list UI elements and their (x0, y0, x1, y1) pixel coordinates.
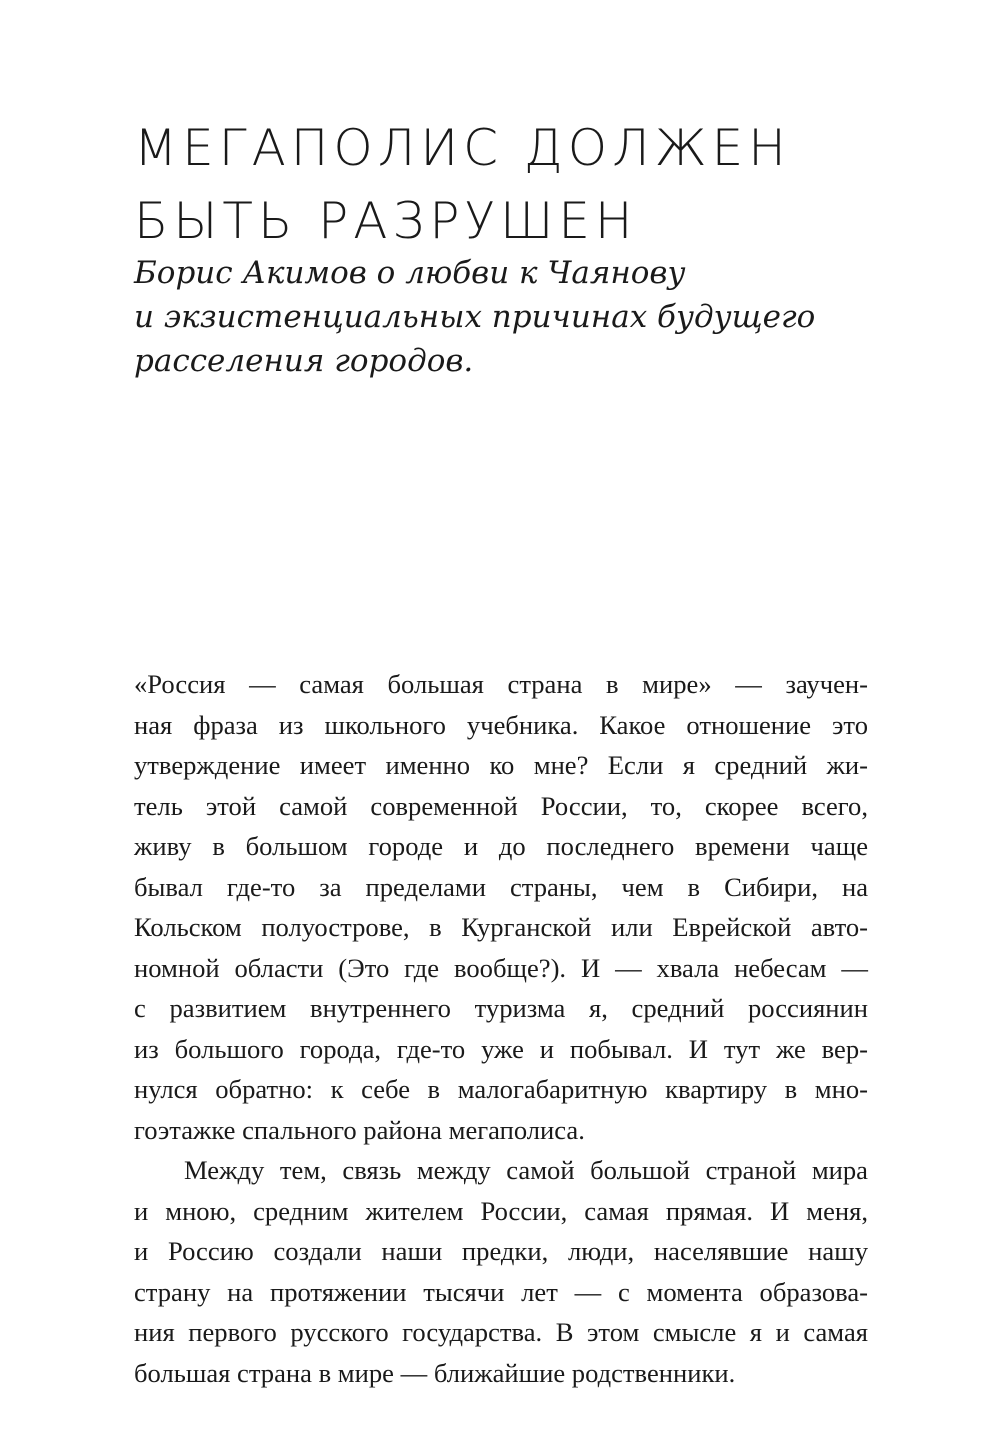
body-text (134, 664, 868, 1393)
text-line: ния первого русского государства. В этом смысле я и самая (134, 1317, 868, 1347)
text-line: тель этой самой современной России, то, скорее всего, (134, 790, 868, 821)
text-line: номной области (Это где вообще?). И — хвала небесам — (134, 952, 868, 983)
paragraph-2 (134, 1150, 868, 1393)
text-line: страну на протяжении тысячи лет — с момента образова- (134, 1276, 868, 1307)
text-line: нулся обратно: к себе в малогабаритную квартиру в мно- (134, 1074, 868, 1104)
text-line: гоэтажке спального района мегаполиса. (134, 1114, 585, 1145)
subtitle-line: и экзистенциальных причинах будущего (134, 299, 816, 335)
text-line: бывал где-то за пределами страны, чем в Сибири, на (134, 871, 868, 902)
chapter-title (134, 112, 894, 258)
text-line: ная фраза из школьного учебника. Какое отношение это (134, 709, 868, 740)
subtitle-line: Борис Акимов о любви к Чаянову (134, 255, 686, 291)
chapter-title-line: МЕГАПОЛИС ДОЛЖЕН (134, 119, 791, 177)
text-line: и Россию создали наши предки, люди, населявшие нашу (134, 1236, 868, 1266)
paragraph-1 (134, 664, 868, 1150)
subtitle-line: расселения городов. (134, 343, 474, 379)
text-line: Между тем, связь между самой большой страной мира (184, 1155, 868, 1185)
text-line: Кольском полуострове, в Курганской или Еврейской авто- (134, 912, 868, 942)
text-line: живу в большом городе и до последнего времени чаще (134, 831, 868, 861)
chapter-title-line: БЫТЬ РАЗРУШЕН (134, 192, 638, 250)
text-line: большая страна в мире — ближайшие родственники. (134, 1357, 736, 1388)
chapter-subtitle (134, 251, 894, 383)
text-line: с развитием внутреннего туризма я, средний россиянин (134, 993, 868, 1023)
text-line: «Россия — самая большая страна в мире» — заучен- (134, 669, 868, 699)
text-line: утверждение имеет именно ко мне? Если я средний жи- (134, 750, 868, 780)
text-line: и мною, средним жителем России, самая прямая. И меня, (134, 1195, 868, 1226)
text-line: из большого города, где-то уже и побывал. И тут же вер- (134, 1033, 868, 1064)
